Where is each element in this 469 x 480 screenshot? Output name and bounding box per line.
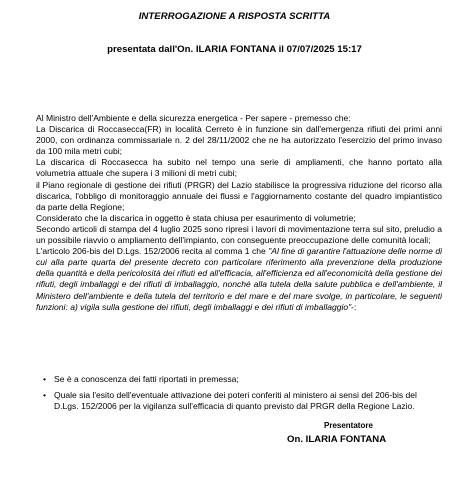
intro-paragraph: Al Ministro dell'Ambiente e della sicurezza energetica - Per sapere - premesso che: (36, 113, 351, 123)
law-quote: "Al fine di garantire l'attuazione delle norme di cui alla parte quarta del presente decreto con particolare riferimento alla prevenzione della produzione della quantità e della pericolosità dei rifiuti ed all'efficacia, all'efficienza ed all'economicità della gestione dei rifiuti, degli imballaggi e dei rifiuti di imballaggio, nonché alla tutela della salute pubblica e dell'ambiente, il Ministero dell'ambiente e della tutela del territorio e del mare e del mare svolge, in particolare, le seguenti funzioni: a) vigila sulla gestione dei rifiuti, degli imballaggi e dei rifiuti di imballaggio" (36, 246, 442, 312)
premise-paragraph-3: il Piano regionale di gestione dei rifiuti (PRGR) del Lazio stabilisce la progressiva riduzione del ricorso alla discarica, l'obbligo di monitoraggio annuale dei flussi e l'aggiornamento costante del quadro impiantistico da parte della Regione; (36, 179, 442, 212)
presenter-label: Presentatore (324, 421, 373, 430)
premise-paragraph-2: La discarica di Roccasecca ha subito nel tempo una serie di ampliamenti, che hanno portato alla volumetria attuale che supera i 3 milioni di metri cubi; (36, 157, 442, 179)
question-item: • Se è a conoscenza dei fatti riportati in premessa; (36, 374, 442, 385)
document-subtitle: presentata dall'On. ILARIA FONTANA il 07/07/2025 15:17 (107, 44, 362, 55)
law-reference-lead: L'articolo 206-bis del D.Lgs. 152/2006 recita al comma 1 che (36, 246, 269, 257)
premise-paragraph-1: La Discarica di Roccasecca(FR) in località Cerreto è in funzione sin dall'emergenza rifiuti dei primi anni 2000, con ordinanza commissariale n. 2 del 28/11/2002 che ne ha autorizzato l'esercizio del primo invaso da 100 mila metri cubi; (36, 124, 442, 157)
document-title: INTERROGAZIONE A RISPOSTA SCRITTA (138, 11, 331, 22)
question-item: • Quale sia l'esito dell'eventuale attivazione dei poteri conferiti al ministero ai sensi del 206-bis del D.Lgs. 152/2006 per la vigilanza sull'efficacia di quanto previsto dal PRGR della Regione Lazio. (36, 390, 442, 412)
presenter-name: On. ILARIA FONTANA (287, 434, 387, 445)
document-body (36, 113, 442, 313)
premise-paragraph-5: Secondo articoli di stampa del 4 luglio 2025 sono ripresi i lavori di movimentazione terra sul sito, preludio a un possibile riavvio o ampliamento dell'impianto, con conseguente preoccupazione delle comunità locali; (36, 223, 442, 246)
premise-paragraph-4: Considerato che la discarica in oggetto è stata chiusa per esaurimento di volumetrie; (36, 212, 356, 223)
law-reference-tail: -: (351, 301, 357, 312)
premise-paragraph-6 (36, 246, 442, 313)
questions-list (36, 374, 442, 417)
